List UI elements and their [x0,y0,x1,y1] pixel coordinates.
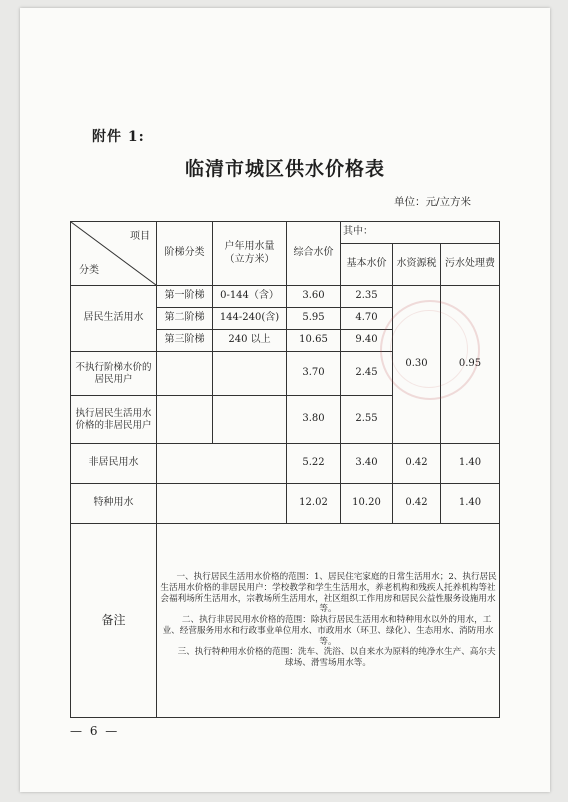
header-category: 分类 [79,264,99,276]
special-total: 12.02 [287,484,341,524]
remarks-label: 备注 [71,524,157,718]
header-basic-price: 基本水价 [341,244,393,286]
non-residential-total: 5.22 [287,444,341,484]
header-sewage-fee: 污水处理费 [441,244,500,286]
diagonal-header-cell [71,222,157,286]
non-residential-basic: 3.40 [341,444,393,484]
header-volume: 户年用水量（立方米） [213,222,287,286]
tier1-name: 第一阶梯 [157,286,213,308]
row-special-label: 特种用水 [71,484,157,524]
tier1-basic: 2.35 [341,286,393,308]
non-tiered-basic: 2.45 [341,352,393,396]
special-resource: 0.42 [393,484,441,524]
non-res-at-res-volume [213,396,287,444]
non-res-at-res-total: 3.80 [287,396,341,444]
header-of-which: 其中： [341,222,500,244]
header-tier: 阶梯分类 [157,222,213,286]
non-residential-blank [157,444,287,484]
special-sewage: 1.40 [441,484,500,524]
row-non-residential-label: 非居民用水 [71,444,157,484]
remark-2: 二、执行非居民用水价格的范围：除执行居民生活用水和特种用水以外的用水，工业、经营服务用水和行政事业单位用水、市政用水（环卫、绿化）、生态用水、消防用水等。 [162,615,494,647]
page-number: — 6 — [70,724,120,738]
remarks-content [157,524,500,718]
non-tiered-total: 3.70 [287,352,341,396]
unit-label: 单位：元/立方米 [394,196,472,208]
shared-resource-tax: 0.30 [393,286,441,444]
tier2-name: 第二阶梯 [157,308,213,330]
page-title: 临清市城区供水价格表 [184,158,385,180]
row-residential-label: 居民生活用水 [71,286,157,352]
row-non-tiered-label: 不执行阶梯水价的居民用户 [71,352,157,396]
header-item: 项目 [130,231,150,242]
tier3-name: 第三阶梯 [157,330,213,352]
tier3-volume: 240 以上 [213,330,287,352]
special-basic: 10.20 [341,484,393,524]
tier2-basic: 4.70 [341,308,393,330]
shared-sewage-fee: 0.95 [441,286,500,444]
remark-3: 三、执行特种用水价格的范围：洗车、洗浴、以自来水为原料的纯净水生产、高尔夫球场、滑雪场用水等。 [177,647,496,669]
tier1-volume: 0-144（含） [213,286,287,308]
document-page [20,8,550,792]
header-resource-tax: 水资源税 [393,244,441,286]
remark-1: 一、执行居民生活用水价格的范围：1、居民住宅家庭的日常生活用水；2、执行居民生活用水价格的非居民用户：学校教学和学生生活用水，养老机构和残疾人托养机构等社会福利场所生活用水，宗教场所生活用水，社区组织工作用房和居民公益性服务设施用水等。 [160,572,497,615]
special-blank [157,484,287,524]
non-residential-resource: 0.42 [393,444,441,484]
non-res-at-res-tier [157,396,213,444]
non-res-at-res-basic: 2.55 [341,396,393,444]
tier3-basic: 9.40 [341,330,393,352]
row-non-res-at-res-label: 执行居民生活用水价格的非居民用户 [71,396,157,444]
price-table [70,221,500,718]
tier2-volume: 144-240(含) [213,308,287,330]
tier3-total: 10.65 [287,330,341,352]
attachment-label: 附件 1: [92,129,145,145]
tier1-total: 3.60 [287,286,341,308]
non-residential-sewage: 1.40 [441,444,500,484]
tier2-total: 5.95 [287,308,341,330]
non-tiered-volume [213,352,287,396]
non-tiered-tier [157,352,213,396]
header-total-price: 综合水价 [287,222,341,286]
